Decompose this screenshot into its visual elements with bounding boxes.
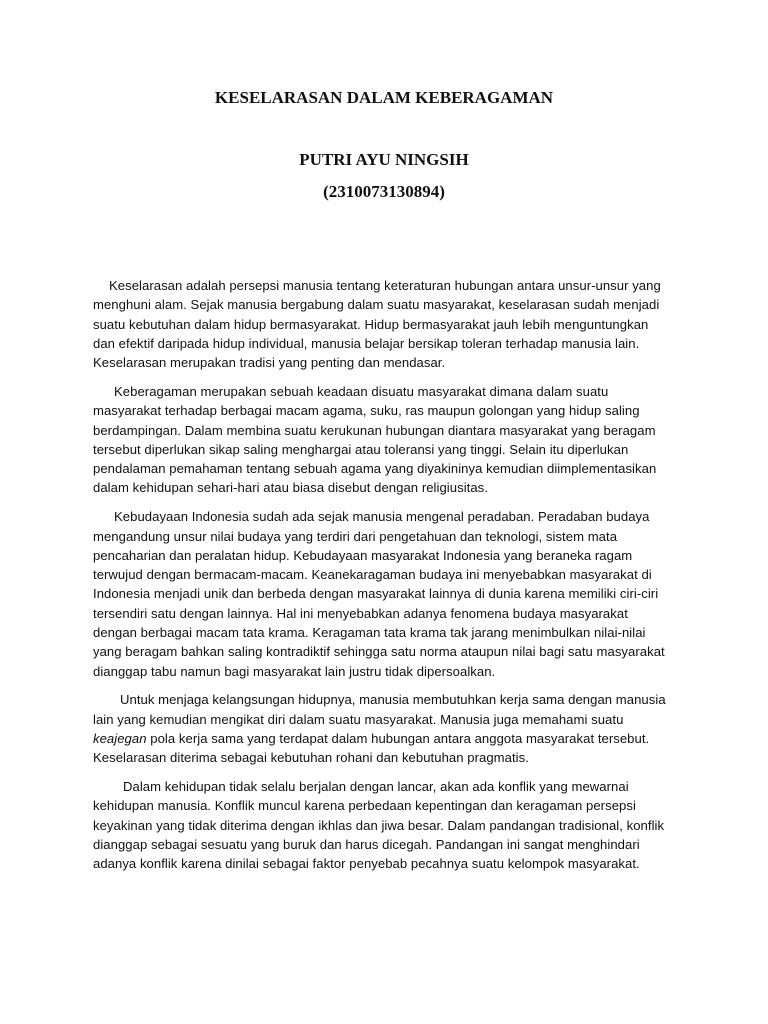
document-body: [93, 276, 673, 883]
paragraph-keselarasan: Keselarasan adalah persepsi manusia tentang keteraturan hubungan antara unsur-unsur yang menghuni alam. Sejak manusia bergabung dalam suatu masyarakat, keselarasan sudah menjadi suatu kebutuhan dalam hidup bermasyarakat. Hidup bermasyarakat jauh lebih menguntungkan dan efektif daripada hidup individual, manusia belajar bersikap toleran terhadap manusia lain. Keselarasan merupakan tradisi yang penting dan mendasar.: [93, 278, 661, 371]
italic-term: keajegan: [93, 731, 147, 747]
student-id: (2310073130894): [323, 182, 445, 201]
paragraph-kerja-sama: [93, 690, 673, 767]
paragraph-kebudayaan: Kebudayaan Indonesia sudah ada sejak manusia mengenal peradaban. Peradaban budaya mengandung unsur nilai budaya yang terdiri dari pengetahuan dan teknologi, sistem mata pencaharian dan peralatan hidup. Kebudayaan masyarakat Indonesia yang beraneka ragam terwujud dengan bermacam-macam. Keanekaragaman budaya ini menyebabkan masyarakat di Indonesia menjadi unik dan berbeda dengan masyarakat lainnya di dunia karena memiliki ciri-ciri tersendiri satu dengan lainnya. Hal ini menyebabkan adanya fenomena budaya masyarakat dengan berbagai macam tata krama. Keragaman tata krama tak jarang menimbulkan nilai-nilai yang beragam bahkan saling kontradiktif sehingga satu norma ataupun nilai bagi satu masyarakat dianggap tabu namun bagi masyarakat lain justru tidak dipersoalkan.: [93, 509, 665, 679]
paragraph-text: pola kerja sama yang terdapat dalam hubungan antara anggota masyarakat tersebut. Keselarasan diterima sebagai kebutuhan rohani dan kebutuhan pragmatis.: [93, 731, 650, 766]
paragraph-keberagaman: Keberagaman merupakan sebuah keadaan disuatu masyarakat dimana dalam suatu masyarakat terhadap berbagai macam agama, suku, ras maupun golongan yang hidup saling berdampingan. Dalam membina suatu kerukunan hubungan diantara masyarakat yang beragam tersebut diperlukan sikap saling menghargai atau toleransi yang tinggi. Selain itu diperlukan pendalaman pemahaman tentang sebuah agama yang diyakininya kemudian diimplementasikan dalam kehidupan sehari-hari atau biasa disebut dengan religiusitas.: [93, 383, 657, 496]
author-name: PUTRI AYU NINGSIH: [299, 150, 469, 169]
paragraph-text: Untuk menjaga kelangsungan hidupnya, manusia membutuhkan kerja sama dengan manusia lain yang kemudian mengikat diri dalam suatu masyarakat. Manusia juga memahami suatu: [93, 692, 666, 727]
document-title: KESELARASAN DALAM KEBERAGAMAN: [214, 88, 554, 107]
paragraph-konflik: Dalam kehidupan tidak selalu berjalan dengan lancar, akan ada konflik yang mewarnai kehidupan manusia. Konflik muncul karena perbedaan kepentingan dan keragaman persepsi keyakinan yang tidak diterima dengan ikhlas dan jiwa besar. Dalam pandangan tradisional, konflik dianggap sebagai sesuatu yang buruk dan harus dicegah. Pandangan ini sangat menghindari adanya konflik karena dinilai sebagai faktor penyebab pecahnya suatu kelompok masyarakat.: [93, 779, 665, 872]
